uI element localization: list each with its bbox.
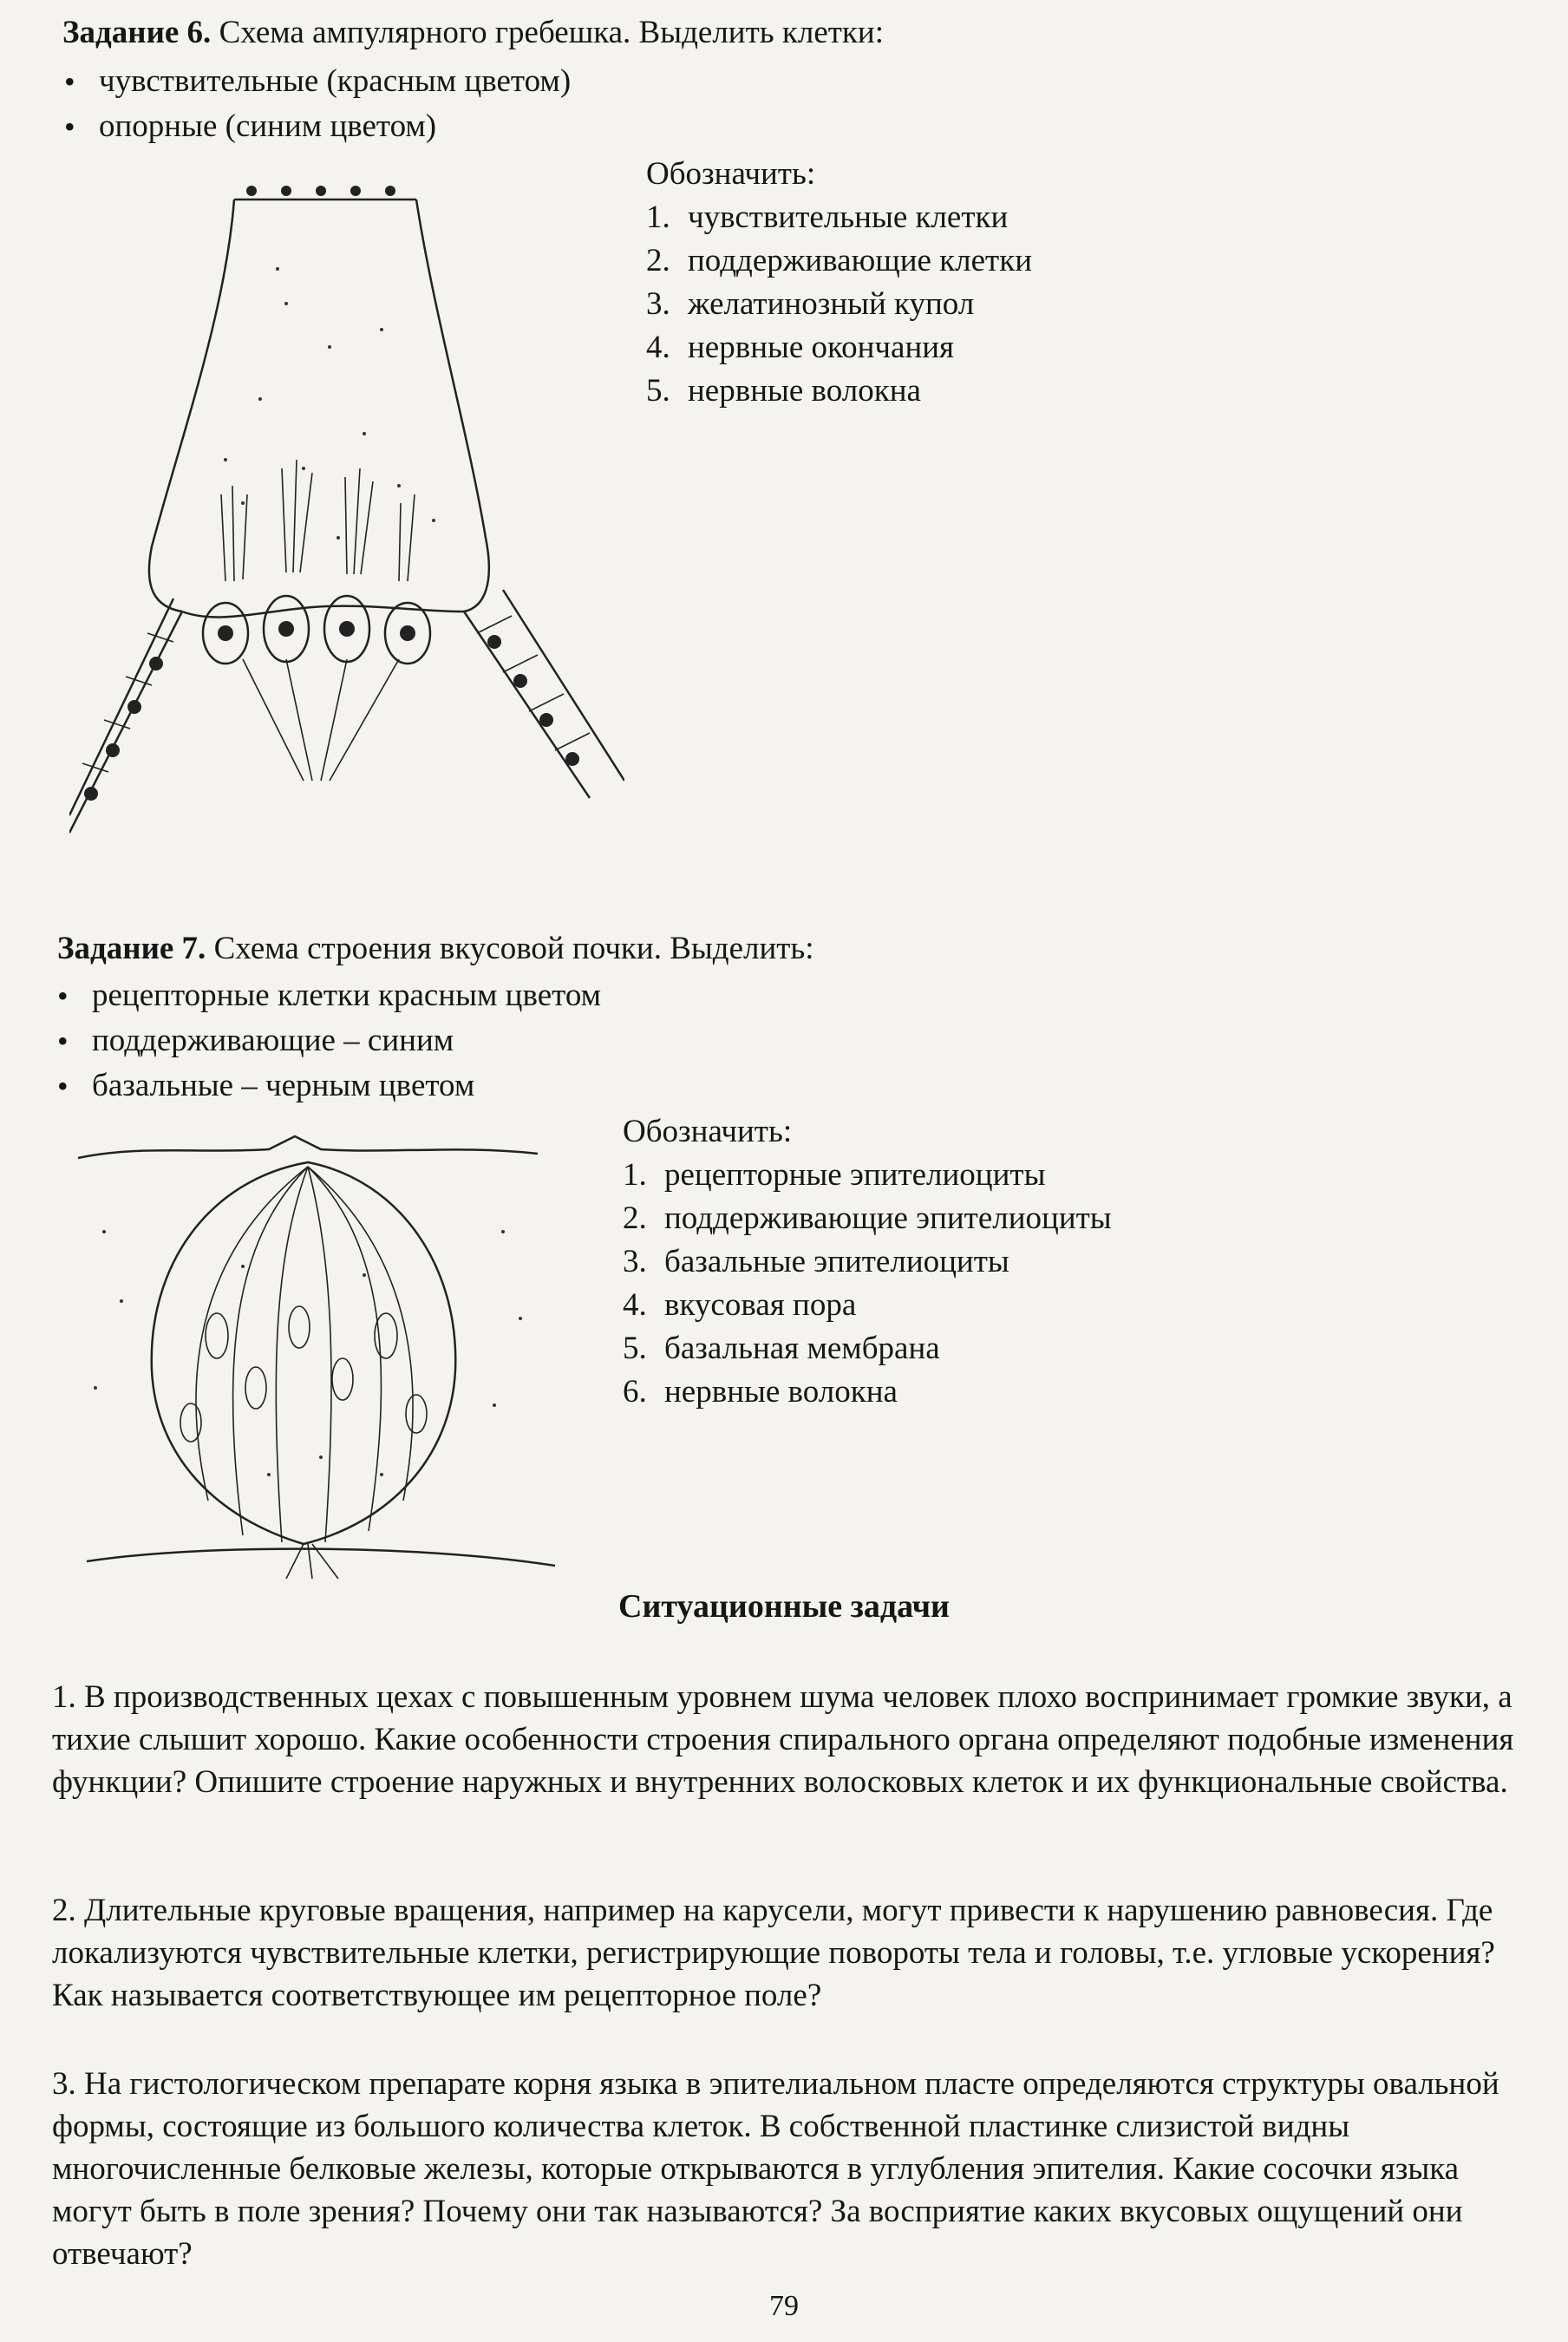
task6-bullet-list xyxy=(56,59,836,149)
task7-mark-item: 5. базальная мембрана xyxy=(623,1331,940,1366)
task6-title: Задание 6. Схема ампулярного гребешка. Выделить клетки: xyxy=(62,15,884,50)
cupula-top-dots xyxy=(246,186,395,196)
task6-mark-block xyxy=(646,153,1032,413)
task6-mark-list xyxy=(646,196,1032,413)
task7-bullet-basal: • базальные – черным цветом xyxy=(49,1063,829,1109)
situational-task-1: 1. В производственных цехах с повышенным уровнем шума человек плохо воспринимает громкие звуки, а тихие слышит хорошо. Какие особенности строения спирального органа определяют подобные изменения функции? Опишите строение наружных и внутренних волосковых клеток и их функциональные свойства. xyxy=(52,1679,1514,1800)
task7-bullet-support: • поддерживающие – синим xyxy=(49,1018,829,1063)
task6-mark-item: 2. поддерживающие клетки xyxy=(646,243,1032,278)
task6-mark-item: 4. нервные окончания xyxy=(646,330,955,365)
situational-task-2: 2. Длительные круговые вращения, например на карусели, могут привести к нарушению равновесия. Где локализуются чувствительные клетки, регистрирующие повороты тела и головы, т.е. угловые ускорения? Как называется соответствующее им рецепторное поле? xyxy=(52,1893,1495,2013)
task7-title: Задание 7. Схема строения вкусовой почки. Выделить: xyxy=(57,931,814,966)
situational-title: Ситуационные задачи xyxy=(618,1588,950,1625)
task7-mark-heading: Обозначить: xyxy=(623,1114,793,1149)
task7-mark-block xyxy=(623,1110,1112,1414)
situational-task-3: 3. На гистологическом препарате корня языка в эпителиальном пласте определяются структуры овальной формы, состоящие из большого количества клеток. В собственной пластинке слизистой видны многочисленные белковые железы, которые открываются в углубления эпителия. Какие сосочки языка могут быть в поле зрения? Почему они так называются? За восприятие каких вкусовых ощущений они отвечают? xyxy=(52,2066,1499,2272)
task7-bullet-list xyxy=(49,973,829,1109)
task7-mark-item: 3. базальные эпителиоциты xyxy=(623,1244,1009,1279)
task6-bullet-sensory: • чувствительные (красным цветом) xyxy=(56,59,836,104)
page-number: 79 xyxy=(769,2290,799,2322)
task7-mark-item: 1. рецепторные эпителиоциты xyxy=(623,1157,1046,1193)
task7-mark-list xyxy=(623,1154,1112,1414)
task6-mark-item: 5. нервные волокна xyxy=(646,373,921,409)
ampullary-crest-diagram xyxy=(69,173,624,867)
task7-mark-item: 2. поддерживающие эпителиоциты xyxy=(623,1200,1112,1236)
task6-bullet-support: • опорные (синим цветом) xyxy=(56,104,836,149)
task7-mark-item: 6. нервные волокна xyxy=(623,1374,898,1410)
task6-mark-item: 1. чувствительные клетки xyxy=(646,200,1009,235)
taste-bud-diagram xyxy=(69,1128,590,1579)
task6-mark-item: 3. желатинозный купол xyxy=(646,286,975,322)
task7-bullet-receptor: • рецепторные клетки красным цветом xyxy=(49,973,829,1018)
task7-mark-item: 4. вкусовая пора xyxy=(623,1287,857,1323)
task6-mark-heading: Обозначить: xyxy=(646,156,816,192)
